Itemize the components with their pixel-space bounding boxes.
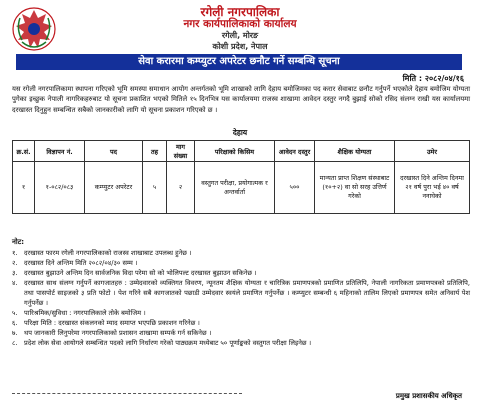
note-number: २.: [12, 259, 18, 267]
note-text: थप जानकारी लिनुपरेमा नगरपालिकाको प्रशासन शाखामा सम्पर्क गर्न सकिनेछ ।: [24, 329, 212, 337]
vacancy-table: [12, 140, 470, 214]
office-name: नगर कार्यपालिकाको कार्यालय: [183, 18, 297, 30]
list-item: [12, 268, 470, 278]
note-text: दरखास्त साथ संलग्न गर्नुपर्ने कागजातहरु : उम्मेदवारको व्यक्तिगत विवरण, न्यूनतम शैक्षिक योग्यता र चारित्रिक प्रमाणपत्रको प्रमाणित प्रतिलिपि, नेपाली नागरिकता प्रमाणपत्रको प्रतिलिपि, तथा पासपोर्ट साइजको ३ प्रति फोटो । पेश गरिने सबै कागजातको पछाडी उम्मेदवार स्वयंले प्रमाणित गर्नुपर्नेछ । कम्प्युटर सम्बन्धी ६ महिनाको तालिम लिएको प्रमाणपत्र समेत अनिवार्य पेश गर्नुपर्नेछ ।: [24, 279, 470, 307]
table-cell: मान्यता प्राप्त शिक्षण संस्थाबाट (१०+२) वा सो सरह उत्तिर्ण गरेको: [315, 162, 395, 214]
table-cell: वस्तुगत परीक्षा, प्रयोगात्मक र अन्तर्वार्ता: [195, 162, 275, 214]
note-text: परिक्षा मिति : दरखास्त संकलनको म्याद समाप्त भएपछि प्रकाशन गरिनेछ ।: [24, 319, 200, 327]
table-cell: ५: [143, 162, 167, 214]
note-number: ८.: [12, 339, 18, 347]
column-header: पद: [85, 141, 143, 162]
notice-title: सेवा करारमा कम्प्युटर अपरेटर छनौट गर्ने सम्बन्धि सूचना: [16, 54, 462, 70]
section-label: देहाय: [232, 128, 248, 137]
table-cell: कम्प्युटर अपरेटर: [85, 162, 143, 214]
note-text: दरखास्त फारम रगेली नगरपालिकाको राजस्व शाखाबाट उपलब्ध हुनेछ ।: [24, 249, 192, 257]
table-header-row: [13, 141, 470, 162]
list-item: [12, 328, 470, 338]
table-cell: ५००: [275, 162, 315, 214]
intro-paragraph: यस रगेली नगरपालिकामा स्थापना गरिएको भूमि समस्या समाधान आयोग अन्तर्गतको भूमि शाखाको लागि देहाय बमोजिमका पद करार सेवाबाट छनौट गर्नुपर्ने भएकोले देहाय बमोजिम योग्यता पुगेका इच्छुक नेपाली नागरिकहरुबाट यो सूचना प्रकाशित भएको मितिले १५ दिनभित्र यस कार्यालयमा राजस्व शाखामा आवेदन दस्तुर नगदै बुझाई सोको रसिद संलग्न राखी यस कार्यालयमा दरखास्त दिनुहुन सम्बन्धित सबैको जानकारीको लागि यो सूचना प्रकाशन गरिएको छ ।: [12, 85, 470, 114]
column-header: क्र.सं.: [13, 141, 35, 162]
note-number: ७.: [12, 329, 18, 337]
note-number: ५.: [12, 309, 18, 317]
table-row: [13, 162, 470, 214]
note-number: ४.: [12, 279, 18, 287]
note-number: ६.: [12, 319, 18, 327]
list-item: [12, 318, 470, 328]
table-cell: १-०८२/०८३: [35, 162, 85, 214]
signatory-title: प्रमुख प्रशासकीय अधिकृत: [395, 392, 462, 400]
table-cell: २: [167, 162, 195, 214]
table-cell: १: [13, 162, 35, 214]
note-number: ३.: [12, 269, 18, 277]
note-number: १.: [12, 249, 18, 257]
list-item: [12, 248, 470, 258]
list-item: [12, 258, 470, 268]
column-header: आवेदन दस्तुर: [275, 141, 315, 162]
note-text: दरखास्त दिने अन्तिम मिति २०८२/०४/३० सम्म ।: [24, 259, 138, 267]
notes-label: नोट:: [12, 238, 25, 246]
list-item: [12, 308, 470, 318]
org-name: रगेली नगरपालिका: [200, 5, 280, 19]
note-text: प्रदेश लोक सेवा आयोगले सम्बन्धित पदको लागि निर्धारण गरेको पाठ्यक्रम मध्येबाट ५० पूर्णाङ्कको वस्तुगत परीक्षा लिइनेछ ।: [24, 339, 312, 347]
column-header: माग संख्या: [167, 141, 195, 162]
column-header: शैक्षिक योग्यता: [315, 141, 395, 162]
notes-list: [12, 248, 470, 348]
address-line: रगेली, मोरङ: [221, 31, 259, 40]
province-line: कोशी प्रदेश, नेपाल: [212, 42, 268, 51]
list-item: [12, 278, 470, 308]
note-text: दरखास्त बुझाउने अन्तिम दिन सार्वजनिक विदा परेमा सो को भोलिपल्ट दरखास्त बुझाउन सकिनेछ ।: [24, 269, 257, 277]
note-text: पारिश्रमिक/सुविधा : नगरपालिकाले तोके बमोजिम ।: [24, 309, 146, 317]
signature-divider: [12, 393, 242, 394]
column-header: विज्ञापन नं.: [35, 141, 85, 162]
column-header: परिक्षाको किसिम: [195, 141, 275, 162]
list-item: [12, 338, 470, 348]
notice-date: मिति : २०८२/०४/१६: [402, 74, 464, 83]
column-header: उमेर: [395, 141, 470, 162]
table-cell: दरखास्त दिने अन्तिम दिनमा २१ वर्ष पुरा भई ४० वर्ष ननाघेको: [395, 162, 470, 214]
column-header: तह: [143, 141, 167, 162]
